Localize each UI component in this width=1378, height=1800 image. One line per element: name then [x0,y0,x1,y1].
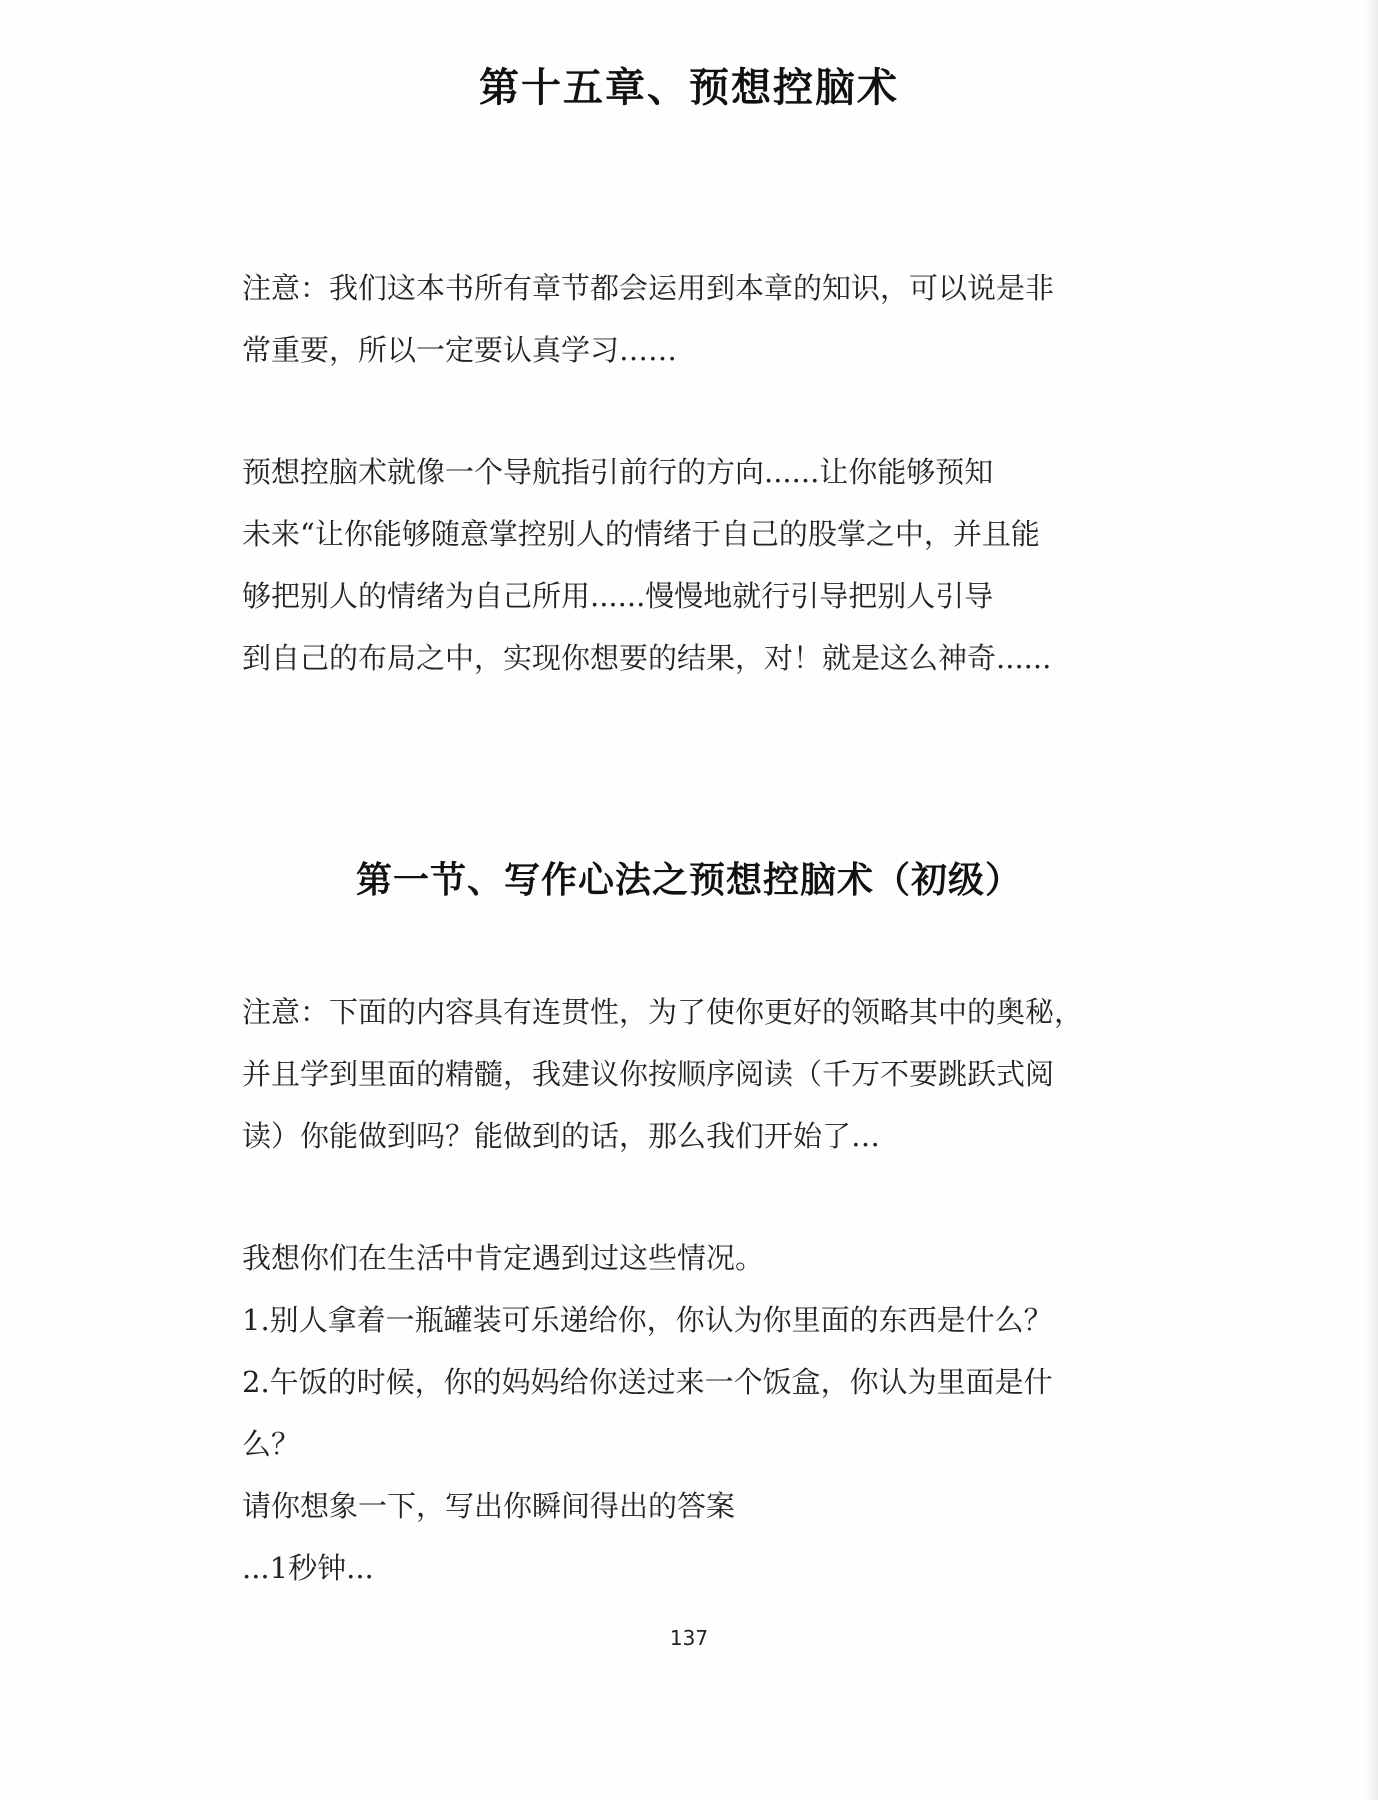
body-line: 我想你们在生活中肯定遇到过这些情况。 [242,1241,765,1275]
note-line: 常重要，所以一定要认真学习…… [242,333,678,367]
page-number: 137 [669,1626,709,1650]
note-line: 并且学到里面的精髓，我建议你按顺序阅读（千万不要跳跃式阅 [242,1057,1055,1091]
body-line: 么？ [242,1427,301,1461]
body-line: 1.别人拿着一瓶罐装可乐递给你，你认为你里面的东西是什么？ [242,1303,1053,1337]
note-line: 注意：我们这本书所有章节都会运用到本章的知识，可以说是非 [242,271,1055,305]
section-title: 第一节、写作心法之预想控脑术（初级） [355,860,1022,901]
body-line: ...1秒钟... [242,1551,374,1585]
note-line: 注意：下面的内容具有连贯性，为了使你更好的领略其中的奥秘， [242,995,1084,1029]
note-line: 读）你能做到吗？能做到的话，那么我们开始了… [242,1119,881,1153]
chapter-title: 第十五章、预想控脑术 [479,65,899,111]
intro-line: 未来“让你能够随意掌控别人的情绪于自己的股掌之中，并且能 [242,517,1040,551]
body-line: 2.午饭的时候，你的妈妈给你送过来一个饭盒，你认为里面是什 [242,1365,1053,1399]
intro-line: 到自己的布局之中，实现你想要的结果，对！就是这么神奇...... [242,641,1052,675]
intro-line: 预想控脑术就像一个导航指引前行的方向......让你能够预知 [242,455,994,489]
intro-line: 够把别人的情绪为自己所用......慢慢地就行引导把别人引导 [242,579,994,613]
body-line: 请你想象一下，写出你瞬间得出的答案 [242,1489,736,1523]
